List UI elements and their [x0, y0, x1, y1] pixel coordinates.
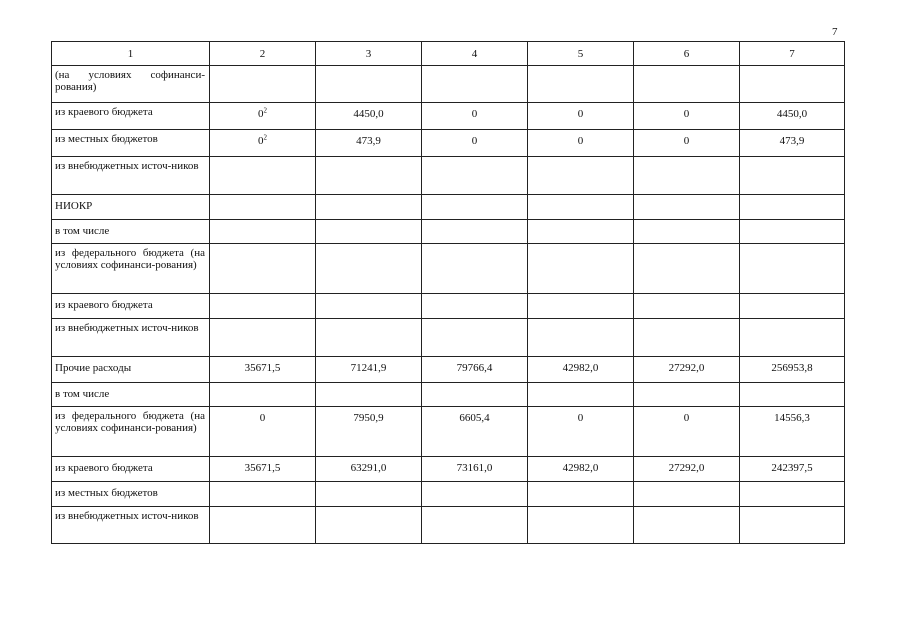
value-cell	[634, 220, 740, 244]
value-cell	[528, 407, 634, 457]
value-cell	[422, 357, 528, 383]
value-cell	[316, 157, 422, 195]
cell-value: 35671,5	[244, 362, 281, 374]
cell-value	[528, 220, 633, 225]
value-cell	[634, 357, 740, 383]
row-label-cell	[52, 130, 210, 157]
cell-value: 27292,0	[668, 362, 705, 374]
row-label-cell	[52, 319, 210, 357]
value-cell	[740, 294, 845, 319]
cell-value	[422, 195, 527, 200]
table-row	[52, 130, 845, 157]
cell-value	[316, 482, 421, 487]
value-cell	[210, 220, 316, 244]
value-cell	[422, 383, 528, 407]
cell-value	[210, 482, 315, 487]
cell-value	[740, 294, 844, 299]
value-cell	[740, 103, 845, 130]
value-cell	[422, 407, 528, 457]
cell-value: 0	[259, 412, 266, 424]
cell-value	[422, 244, 527, 249]
value-cell	[634, 66, 740, 103]
table-row	[52, 103, 845, 130]
table-header-row	[52, 42, 845, 66]
value-cell	[316, 357, 422, 383]
value-cell	[634, 157, 740, 195]
row-label: в том числе	[55, 225, 110, 237]
cell-value: 242397,5	[771, 462, 813, 474]
value-cell	[634, 103, 740, 130]
cell-value	[422, 319, 527, 324]
value-cell	[422, 482, 528, 507]
column-header: 1	[52, 42, 210, 66]
value-cell	[316, 407, 422, 457]
cell-value	[422, 66, 527, 71]
value-cell	[528, 383, 634, 407]
cell-value: 0	[683, 108, 690, 120]
cell-value	[634, 220, 739, 225]
value-cell	[422, 157, 528, 195]
cell-value	[210, 220, 315, 225]
value-cell	[740, 507, 845, 544]
value-cell	[740, 244, 845, 294]
table-row	[52, 407, 845, 457]
row-label-cell	[52, 244, 210, 294]
cell-value: 0	[577, 108, 584, 120]
cell-value: 0	[577, 135, 584, 147]
row-label-cell	[52, 457, 210, 482]
cell-value: 42982,0	[562, 362, 599, 374]
value-cell	[528, 130, 634, 157]
cell-value	[634, 157, 739, 162]
value-cell	[528, 507, 634, 544]
cell-value	[316, 383, 421, 388]
footnote-marker: 2	[263, 106, 267, 115]
column-header: 3	[316, 42, 422, 66]
value-cell	[316, 482, 422, 507]
cell-value	[740, 220, 844, 225]
row-label-cell	[52, 507, 210, 544]
value-cell	[634, 195, 740, 220]
cell-value	[528, 319, 633, 324]
value-cell	[740, 220, 845, 244]
cell-value	[528, 157, 633, 162]
value-cell	[634, 482, 740, 507]
cell-value: 71241,9	[350, 362, 387, 374]
cell-value	[210, 103, 315, 120]
cell-value	[316, 244, 421, 249]
cell-value: 0	[471, 135, 478, 147]
cell-value	[316, 157, 421, 162]
value-cell	[210, 195, 316, 220]
value-cell	[422, 244, 528, 294]
cell-value	[210, 66, 315, 71]
cell-value: 7950,9	[353, 412, 384, 424]
cell-number: 0	[258, 135, 264, 147]
cell-value	[316, 220, 421, 225]
cell-value	[422, 157, 527, 162]
cell-value	[528, 66, 633, 71]
table-row	[52, 157, 845, 195]
cell-value	[740, 157, 844, 162]
table-row	[52, 244, 845, 294]
row-label: из внебюджетных источ-ников	[55, 510, 199, 522]
value-cell	[316, 195, 422, 220]
cell-value: 73161,0	[456, 462, 493, 474]
table-row	[52, 220, 845, 244]
value-cell	[740, 457, 845, 482]
row-label-cell	[52, 103, 210, 130]
budget-table	[51, 41, 845, 544]
row-label: (на условиях софинанси-рования)	[55, 69, 205, 93]
row-label: из внебюджетных источ-ников	[55, 322, 199, 334]
value-cell	[210, 244, 316, 294]
cell-value	[528, 383, 633, 388]
cell-value	[422, 294, 527, 299]
cell-value: 6605,4	[459, 412, 490, 424]
value-cell	[422, 103, 528, 130]
cell-value: 14556,3	[774, 412, 810, 424]
cell-value	[422, 220, 527, 225]
value-cell	[422, 66, 528, 103]
value-cell	[422, 195, 528, 220]
value-cell	[422, 130, 528, 157]
cell-value	[634, 383, 739, 388]
cell-value: 473,9	[356, 135, 381, 147]
footnote-marker: 2	[263, 133, 267, 142]
cell-value	[528, 244, 633, 249]
cell-value	[634, 482, 739, 487]
cell-value	[634, 66, 739, 71]
value-cell	[528, 66, 634, 103]
cell-value	[634, 195, 739, 200]
value-cell	[210, 507, 316, 544]
cell-value: 35671,5	[244, 462, 281, 474]
value-cell	[528, 294, 634, 319]
value-cell	[634, 383, 740, 407]
value-cell	[528, 220, 634, 244]
cell-value	[316, 195, 421, 200]
value-cell	[634, 507, 740, 544]
column-header: 7	[740, 42, 845, 66]
value-cell	[634, 294, 740, 319]
cell-value	[740, 319, 844, 324]
cell-value	[528, 507, 633, 512]
value-cell	[316, 66, 422, 103]
cell-value	[528, 195, 633, 200]
row-label: из федерального бюджета (на условиях софинанси-рования)	[55, 410, 205, 434]
value-cell	[634, 244, 740, 294]
cell-value	[634, 294, 739, 299]
cell-value	[422, 482, 527, 487]
cell-value: 256953,8	[771, 362, 813, 374]
cell-value	[210, 130, 315, 147]
row-label-cell	[52, 66, 210, 103]
cell-value	[210, 294, 315, 299]
value-cell	[316, 294, 422, 319]
row-label-cell	[52, 357, 210, 383]
value-cell	[316, 383, 422, 407]
value-cell	[528, 103, 634, 130]
column-header: 5	[528, 42, 634, 66]
value-cell	[210, 407, 316, 457]
value-cell	[316, 220, 422, 244]
value-cell	[528, 357, 634, 383]
row-label: из краевого бюджета	[55, 299, 153, 311]
row-label-cell	[52, 383, 210, 407]
row-label-cell	[52, 407, 210, 457]
value-cell	[422, 220, 528, 244]
row-label: НИОКР	[55, 200, 93, 212]
value-cell	[740, 482, 845, 507]
column-header: 6	[634, 42, 740, 66]
row-label-cell	[52, 195, 210, 220]
value-cell	[528, 244, 634, 294]
cell-value	[210, 383, 315, 388]
cell-value	[740, 195, 844, 200]
cell-value	[422, 507, 527, 512]
value-cell	[316, 507, 422, 544]
value-cell	[210, 157, 316, 195]
cell-value	[740, 507, 844, 512]
value-cell	[210, 103, 316, 130]
cell-value	[740, 383, 844, 388]
table-row	[52, 457, 845, 482]
cell-value: 4450,0	[353, 108, 384, 120]
row-label: в том числе	[55, 388, 110, 400]
cell-value: 79766,4	[456, 362, 493, 374]
cell-value	[210, 319, 315, 324]
cell-value	[210, 157, 315, 162]
cell-value	[210, 244, 315, 249]
cell-value	[528, 482, 633, 487]
table-row	[52, 507, 845, 544]
cell-number: 0	[258, 108, 264, 120]
page-number: 7	[832, 26, 838, 38]
cell-value	[740, 244, 844, 249]
row-label-cell	[52, 482, 210, 507]
cell-value	[210, 507, 315, 512]
row-label-cell	[52, 294, 210, 319]
value-cell	[740, 407, 845, 457]
cell-value	[634, 507, 739, 512]
value-cell	[210, 294, 316, 319]
row-label-cell	[52, 157, 210, 195]
cell-value	[634, 244, 739, 249]
table-row	[52, 357, 845, 383]
cell-value	[634, 319, 739, 324]
cell-value	[740, 482, 844, 487]
cell-value: 4450,0	[776, 108, 808, 120]
value-cell	[316, 103, 422, 130]
value-cell	[210, 130, 316, 157]
cell-value: 473,9	[779, 135, 805, 147]
value-cell	[634, 407, 740, 457]
cell-value	[528, 294, 633, 299]
table-row	[52, 383, 845, 407]
row-label: из краевого бюджета	[55, 106, 153, 118]
value-cell	[528, 457, 634, 482]
value-cell	[528, 195, 634, 220]
value-cell	[422, 294, 528, 319]
value-cell	[210, 319, 316, 357]
table-row	[52, 294, 845, 319]
row-label-cell	[52, 220, 210, 244]
table-row	[52, 482, 845, 507]
cell-value: 42982,0	[562, 462, 599, 474]
row-label: из местных бюджетов	[55, 487, 158, 499]
cell-value	[316, 66, 421, 71]
cell-value: 0	[683, 412, 690, 424]
column-header: 2	[210, 42, 316, 66]
value-cell	[740, 157, 845, 195]
value-cell	[740, 383, 845, 407]
value-cell	[740, 195, 845, 220]
table-row	[52, 319, 845, 357]
cell-value: 0	[471, 108, 478, 120]
cell-value	[210, 195, 315, 200]
value-cell	[316, 319, 422, 357]
table-row	[52, 195, 845, 220]
value-cell	[740, 357, 845, 383]
value-cell	[422, 319, 528, 357]
value-cell	[634, 130, 740, 157]
row-label: из местных бюджетов	[55, 133, 158, 145]
value-cell	[210, 482, 316, 507]
value-cell	[422, 457, 528, 482]
row-label: из федерального бюджета (на условиях софинанси-рования)	[55, 247, 205, 271]
value-cell	[316, 130, 422, 157]
value-cell	[634, 457, 740, 482]
value-cell	[740, 66, 845, 103]
value-cell	[528, 157, 634, 195]
cell-value	[316, 507, 421, 512]
table-row	[52, 66, 845, 103]
value-cell	[528, 319, 634, 357]
value-cell	[210, 383, 316, 407]
value-cell	[210, 66, 316, 103]
cell-value: 27292,0	[668, 462, 705, 474]
value-cell	[210, 457, 316, 482]
value-cell	[422, 507, 528, 544]
value-cell	[316, 244, 422, 294]
cell-value: 63291,0	[350, 462, 387, 474]
column-header: 4	[422, 42, 528, 66]
value-cell	[210, 357, 316, 383]
value-cell	[634, 319, 740, 357]
row-label: Прочие расходы	[55, 362, 132, 374]
value-cell	[740, 130, 845, 157]
cell-value: 0	[683, 135, 690, 147]
cell-value	[740, 66, 844, 71]
cell-value	[316, 294, 421, 299]
cell-value: 0	[577, 412, 584, 424]
value-cell	[316, 457, 422, 482]
cell-value	[422, 383, 527, 388]
row-label: из внебюджетных источ-ников	[55, 160, 199, 172]
value-cell	[740, 319, 845, 357]
cell-value	[316, 319, 421, 324]
value-cell	[528, 482, 634, 507]
row-label: из краевого бюджета	[55, 462, 153, 474]
